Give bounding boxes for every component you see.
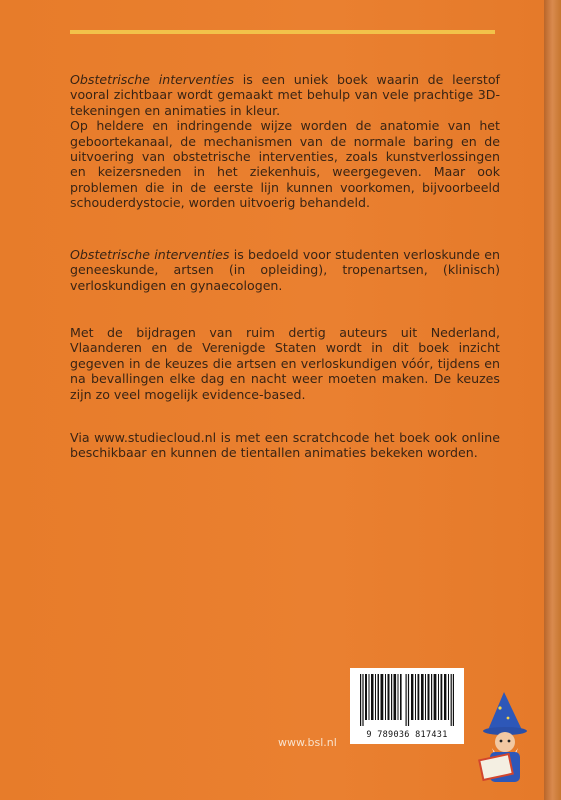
isbn-number: 9 789036 817431 <box>366 730 448 740</box>
wizard-mascot-icon <box>470 690 542 790</box>
paragraph-audience <box>70 247 500 293</box>
book-title-italic: Obstetrische interventies <box>70 247 230 262</box>
book-title-italic: Obstetrische interventies <box>70 72 235 87</box>
barcode <box>350 668 464 744</box>
publisher-url: www.bsl.nl <box>278 736 337 749</box>
paragraph-online: Via www.studiecloud.nl is met een scratchcode het boek ook online beschikbaar en kunnen de tientallen animaties bekeken worden. <box>70 430 500 461</box>
paragraph-authors: Met de bijdragen van ruim dertig auteurs uit Nederland, Vlaanderen en de Verenigde Staten wordt in dit boek inzicht gegeven in de keuzes die artsen en verloskundigen vóór, tijdens en na bevallingen elke dag en nacht weer moeten maken. De keuzes zijn zo veel mogelijk evidence-based. <box>70 325 500 402</box>
top-rule <box>70 30 495 34</box>
paragraph-audience-text: is bedoeld voor studenten verloskunde en geneeskunde, artsen (in opleiding), tropenartsen, (klinisch) verloskundigen en gynaecologen. <box>70 247 500 293</box>
paragraph-intro-text: is een uniek boek waarin de leerstof vooral zichtbaar wordt gemaakt met behulp van vele prachtige 3D-tekeningen en animaties in kleur. <box>70 72 500 118</box>
barcode-bars <box>360 674 454 726</box>
paragraph-anatomy-text: Op heldere en indringende wijze worden de anatomie van het geboortekanaal, de mechanismen van de normale baring en de uitvoering van obstetrische interventies, zoals kunstverlossingen en keizersneden in het ziekenhuis, weergegeven. Maar ook problemen die in de eerste lijn kunnen voorkomen, bijvoorbeeld schouderdystocie, worden uitvoerig behandeld. <box>70 118 500 211</box>
book-spine-edge <box>544 0 561 800</box>
paragraph-intro <box>70 72 500 211</box>
